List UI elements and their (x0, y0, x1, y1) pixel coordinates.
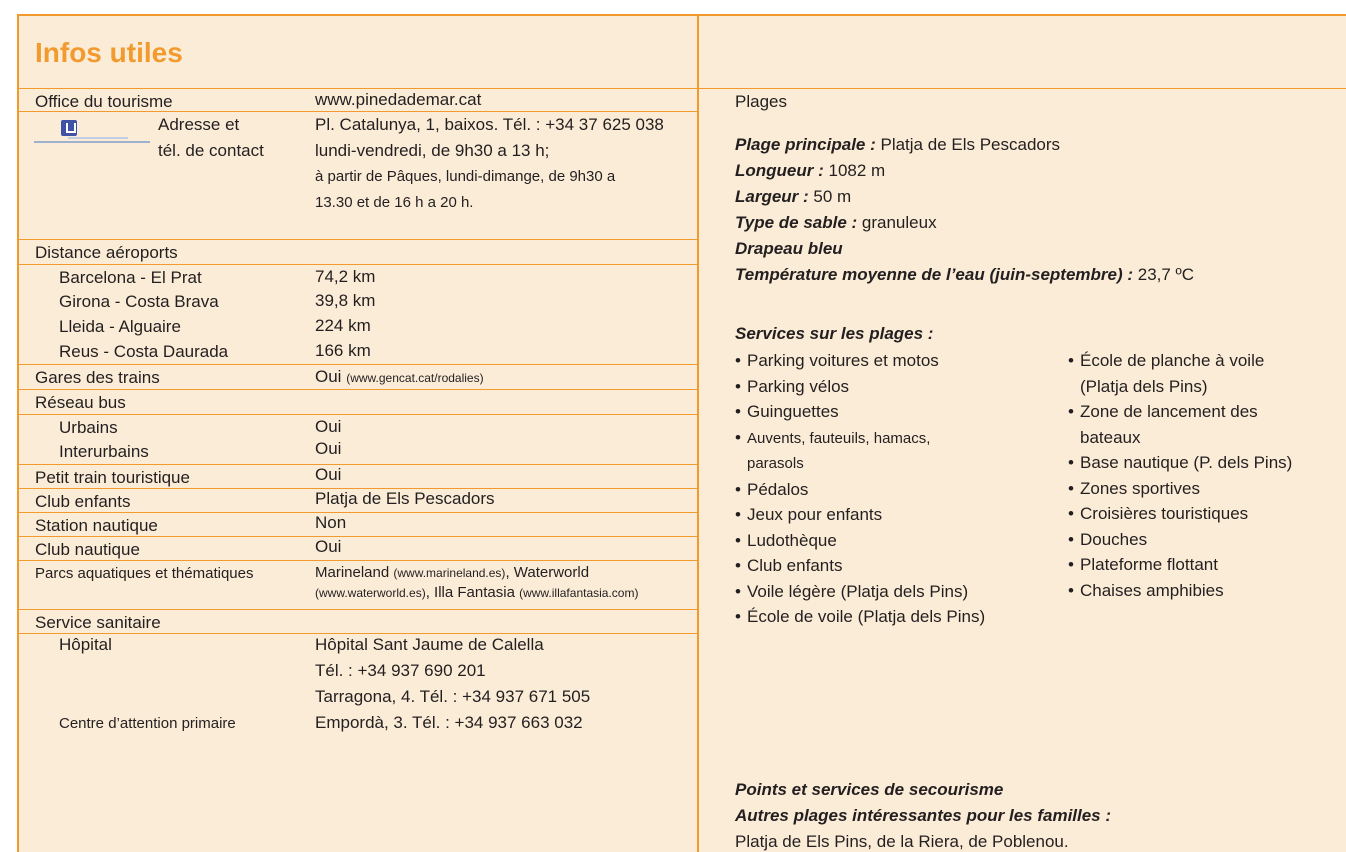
address-label-2: tél. de contact (158, 141, 264, 160)
list-item: • Plateforme flottant (1068, 555, 1218, 574)
table-row (19, 314, 697, 339)
row-label: Club enfants (35, 492, 131, 511)
airport-distance: 74,2 km (315, 267, 376, 286)
bus-type: Interurbains (59, 442, 149, 461)
list-item: • Parking vélos (735, 376, 850, 396)
bus-type: Urbains (59, 418, 118, 437)
bus-value: Oui (315, 439, 342, 458)
list-item: • Auvents, fauteuils, hamacs, parasols (735, 427, 931, 472)
parks-value: Marineland (www.marineland.es), Waterworld (www.waterworld.es), Illa Fantasia (www.illafantasia.com) (315, 564, 639, 601)
table-row (19, 464, 697, 488)
address-label-1: Adresse et (158, 115, 240, 134)
table-row (19, 488, 697, 512)
hospital-line: Tarragona, 4. Tél. : +34 937 671 505 (315, 687, 591, 706)
services-title: Services sur les plages : (735, 324, 934, 343)
office-website: www.pinedademar.cat (315, 90, 482, 109)
row-value: Non (315, 513, 347, 532)
info-table (19, 88, 697, 737)
address-block (315, 115, 664, 219)
address-line: lundi-vendredi, de 9h30 a 13 h; (315, 141, 550, 160)
row-office (19, 88, 697, 111)
airport-name: Lleida - Alguaire (59, 317, 181, 336)
trains-link: (www.gencat.cat/rodalies) (346, 371, 484, 385)
list-item: • Ludothèque (735, 530, 837, 550)
list-item: • Croisières touristiques (1068, 504, 1249, 523)
services-list-right (1068, 348, 1292, 603)
row-health (19, 633, 697, 737)
bus-label: Réseau bus (35, 393, 126, 412)
row-value: Oui (315, 537, 342, 556)
row-value: Platja de Els Pescadors (315, 489, 495, 508)
row-airports-header (19, 239, 697, 264)
list-item: • Voile légère (Platja dels Pins) (735, 581, 969, 601)
airport-distance: 224 km (315, 316, 371, 335)
table-row (19, 414, 697, 439)
rescue-points: Points et services de secourisme (735, 780, 1004, 799)
table-row (19, 339, 697, 364)
services-list-left (735, 348, 985, 630)
tourism-logo-icon (61, 120, 77, 136)
blue-flag: Drapeau bleu (735, 239, 843, 258)
health-label: Service sanitaire (35, 613, 161, 632)
list-item: • Chaises amphibies (1068, 580, 1224, 600)
row-label: Petit train touristique (35, 468, 190, 487)
main-beach: Plage principale : Platja de Els Pescadors (735, 135, 1061, 154)
list-item: • École de voile (Platja dels Pins) (735, 607, 986, 626)
list-item: • Pédalos (735, 479, 809, 499)
hospital-block (315, 635, 590, 739)
list-item: • Base nautique (P. dels Pins) (1068, 453, 1293, 472)
list-item: • Zones sportives (1068, 478, 1200, 498)
airport-distance: 39,8 km (315, 291, 376, 310)
row-value: Oui (315, 465, 342, 484)
airports-label: Distance aéroports (35, 243, 178, 262)
page-title: Infos utiles (35, 37, 183, 68)
trains-value: Oui (www.gencat.cat/rodalies) (315, 367, 484, 386)
table-row (19, 289, 697, 314)
table-row (19, 536, 697, 560)
other-beaches: Platja de Els Pins, de la Riera, de Poblenou. (735, 832, 1069, 851)
beach-length: Longueur : 1082 m (735, 161, 886, 180)
bus-value: Oui (315, 417, 342, 436)
airport-name: Reus - Costa Daurada (59, 342, 229, 361)
trains-label: Gares des trains (35, 368, 160, 387)
list-item: • École de planche à voile (Platja dels Pins) (1068, 351, 1265, 396)
list-item: • Zone de lancement des bateaux (1068, 402, 1258, 447)
row-label: Club nautique (35, 540, 140, 559)
address-line: à partir de Pâques, lundi-dimange, de 9h30 a (315, 168, 616, 185)
tourism-office-logo (34, 119, 158, 155)
beaches-header: Plages (699, 88, 1346, 112)
airport-name: Barcelona - El Prat (59, 268, 202, 287)
table-row (19, 264, 697, 289)
row-label: Station nautique (35, 516, 158, 535)
list-item: • Club enfants (735, 556, 843, 575)
row-trains (19, 364, 697, 389)
table-row (19, 512, 697, 536)
other-beaches-title: Autres plages intéressantes pour les familles : (735, 806, 1112, 825)
table-row (19, 439, 697, 464)
row-address (19, 111, 697, 239)
row-parks (19, 560, 697, 609)
top-rule (17, 14, 1346, 16)
list-item: • Jeux pour enfants (735, 505, 883, 524)
address-line: 13.30 et de 16 h a 20 h. (315, 194, 474, 211)
list-item: • Douches (1068, 529, 1148, 549)
list-item: • Parking voitures et motos (735, 351, 939, 370)
row-bus-header (19, 389, 697, 414)
hospital-label: Hôpital (59, 635, 112, 654)
sand-type: Type de sable : granuleux (735, 213, 937, 232)
airport-name: Girona - Costa Brava (59, 292, 219, 311)
office-label: Office du tourisme (35, 92, 173, 111)
address-line: Pl. Catalunya, 1, baixos. Tél. : +34 37 625 038 (315, 115, 664, 134)
beach-width: Largeur : 50 m (735, 187, 852, 206)
list-item: • Guinguettes (735, 402, 839, 421)
column-divider (697, 14, 699, 852)
primary-care-label: Centre d’attention primaire (59, 715, 236, 732)
water-temperature: Température moyenne de l’eau (juin-septembre) : 23,7 ºC (735, 265, 1195, 284)
hospital-line: Hôpital Sant Jaume de Calella (315, 635, 544, 654)
primary-care-value: Empordà, 3. Tél. : +34 937 663 032 (315, 713, 583, 732)
airport-distance: 166 km (315, 341, 371, 360)
row-health-header (19, 609, 697, 633)
parks-label: Parcs aquatiques et thématiques (35, 565, 254, 582)
hospital-line: Tél. : +34 937 690 201 (315, 661, 486, 680)
